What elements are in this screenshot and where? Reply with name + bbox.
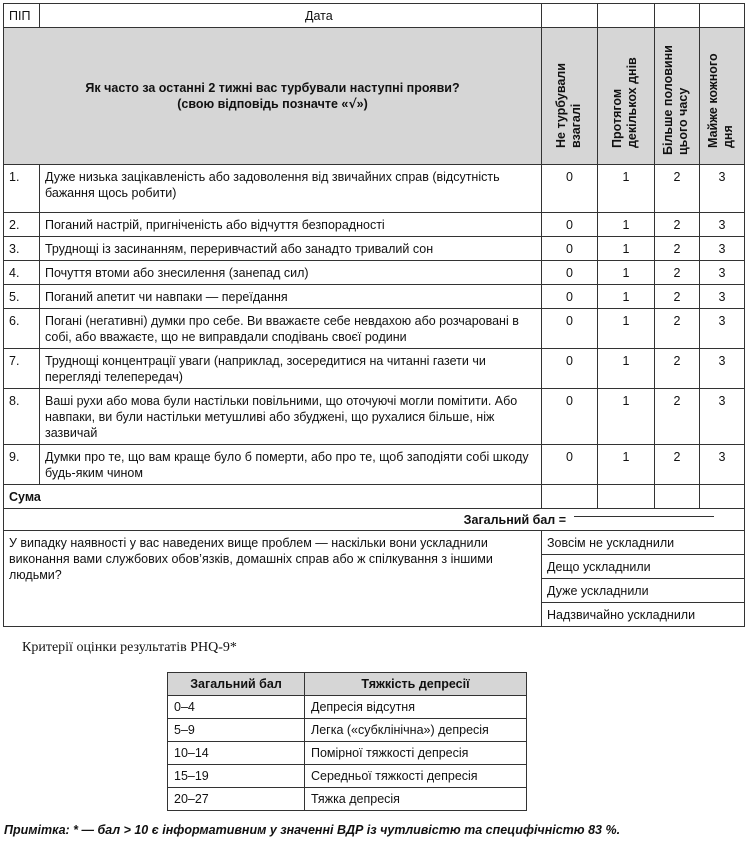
question-header-line2: (свою відповідь позначте «√»)	[177, 96, 368, 111]
col-header-2: Більше половини цього часу	[655, 28, 700, 165]
criteria-severity: Депресія відсутня	[305, 696, 527, 719]
score-option-2[interactable]: 2	[655, 389, 700, 445]
sum-cell-2[interactable]	[655, 485, 700, 509]
sum-cell-3[interactable]	[700, 485, 745, 509]
item-number: 1.	[4, 165, 40, 213]
col-header-0: Не турбували взагалі	[542, 28, 598, 165]
item-number: 5.	[4, 285, 40, 309]
criteria-table	[167, 672, 527, 811]
score-option-3[interactable]: 3	[700, 213, 745, 237]
item-row	[4, 349, 745, 389]
name-label: ПІП	[4, 4, 40, 28]
score-option-2[interactable]: 2	[655, 445, 700, 485]
item-text: Дуже низька зацікавленість або задоволення від звичайних справ (відсутність бажання щось робити)	[40, 165, 542, 213]
score-option-3[interactable]: 3	[700, 285, 745, 309]
criteria-score-range: 15–19	[168, 765, 305, 788]
item-number: 8.	[4, 389, 40, 445]
item-row	[4, 309, 745, 349]
score-option-3[interactable]: 3	[700, 165, 745, 213]
item-text: Труднощі із засинанням, переривчастий або занадто тривалий сон	[40, 237, 542, 261]
item-row	[4, 389, 745, 445]
score-option-1[interactable]: 1	[598, 349, 655, 389]
score-option-0[interactable]: 0	[542, 445, 598, 485]
difficulty-option-0[interactable]: Зовсім не ускладнили	[542, 531, 745, 555]
score-option-2[interactable]: 2	[655, 237, 700, 261]
score-option-0[interactable]: 0	[542, 213, 598, 237]
score-option-1[interactable]: 1	[598, 389, 655, 445]
difficulty-option-2[interactable]: Дуже ускладнили	[542, 579, 745, 603]
score-option-1[interactable]: 1	[598, 309, 655, 349]
score-option-1[interactable]: 1	[598, 261, 655, 285]
score-option-0[interactable]: 0	[542, 237, 598, 261]
tick-mark-icon: √	[348, 96, 357, 111]
criteria-row	[168, 788, 527, 811]
score-option-2[interactable]: 2	[655, 285, 700, 309]
criteria-severity: Помірної тяжкості депресія	[305, 742, 527, 765]
item-number: 3.	[4, 237, 40, 261]
score-option-0[interactable]: 0	[542, 285, 598, 309]
phq9-questionnaire-table	[3, 3, 745, 627]
question-header-line1: Як часто за останні 2 тижні вас турбували наступні прояви?	[85, 81, 460, 95]
sum-cell-0[interactable]	[542, 485, 598, 509]
score-option-3[interactable]: 3	[700, 389, 745, 445]
criteria-score-range: 0–4	[168, 696, 305, 719]
score-option-0[interactable]: 0	[542, 349, 598, 389]
item-row	[4, 285, 745, 309]
item-row	[4, 165, 745, 213]
difficulty-question: У випадку наявності у вас наведених вище проблем — наскільки вони ускладнили виконання вами службових обов’язків, домашніх справ або ж спілкування з іншими людьми?	[4, 531, 542, 627]
total-score-row	[4, 509, 745, 531]
score-option-3[interactable]: 3	[700, 261, 745, 285]
item-text: Поганий настрій, пригніченість або відчуття безпорадності	[40, 213, 542, 237]
sum-cell-1[interactable]	[598, 485, 655, 509]
criteria-header-severity: Тяжкість депресії	[305, 673, 527, 696]
score-option-3[interactable]: 3	[700, 349, 745, 389]
score-option-0[interactable]: 0	[542, 309, 598, 349]
criteria-row	[168, 765, 527, 788]
score-option-3[interactable]: 3	[700, 237, 745, 261]
score-option-0[interactable]: 0	[542, 389, 598, 445]
score-option-1[interactable]: 1	[598, 213, 655, 237]
item-row	[4, 261, 745, 285]
footnote: Примітка: * — бал > 10 є інформативним у значенні ВДР із чутливістю та специфічністю 83 %.	[4, 823, 621, 837]
score-option-3[interactable]: 3	[700, 445, 745, 485]
question-header	[4, 28, 542, 165]
criteria-row	[168, 696, 527, 719]
item-text: Думки про те, що вам краще було б померти, або про те, щоб заподіяти собі шкоду будь-яким чином	[40, 445, 542, 485]
item-number: 2.	[4, 213, 40, 237]
difficulty-option-1[interactable]: Дещо ускладнили	[542, 555, 745, 579]
item-text: Погані (негативні) думки про себе. Ви вважаєте себе невдахою або розчаровані в собі, або вважаєте, що не виправдали сподівань своєї родини	[40, 309, 542, 349]
total-score-field[interactable]	[574, 516, 714, 517]
item-number: 6.	[4, 309, 40, 349]
score-option-1[interactable]: 1	[598, 285, 655, 309]
difficulty-option-3[interactable]: Надзвичайно ускладнили	[542, 603, 745, 627]
criteria-severity: Тяжка депресія	[305, 788, 527, 811]
criteria-score-range: 20–27	[168, 788, 305, 811]
item-row	[4, 237, 745, 261]
col-header-1: Протягом декількох днів	[598, 28, 655, 165]
score-option-3[interactable]: 3	[700, 309, 745, 349]
item-number: 4.	[4, 261, 40, 285]
col-header-3: Майже кожного дня	[700, 28, 745, 165]
item-text: Поганий апетит чи навпаки — переїдання	[40, 285, 542, 309]
item-text: Ваші рухи або мова були настільки повільними, що оточуючі могли помітити. Або навпаки, ви були настільки метушливі або збуджені, що рухалися більше, ніж зазвичай	[40, 389, 542, 445]
score-option-1[interactable]: 1	[598, 445, 655, 485]
item-row	[4, 213, 745, 237]
score-option-1[interactable]: 1	[598, 165, 655, 213]
score-option-2[interactable]: 2	[655, 213, 700, 237]
item-number: 9.	[4, 445, 40, 485]
criteria-title: Критерії оцінки результатів PHQ-9*	[22, 640, 237, 655]
score-option-2[interactable]: 2	[655, 261, 700, 285]
score-option-2[interactable]: 2	[655, 349, 700, 389]
criteria-score-range: 5–9	[168, 719, 305, 742]
item-number: 7.	[4, 349, 40, 389]
criteria-severity: Легка («субклінічна») депресія	[305, 719, 527, 742]
score-option-2[interactable]: 2	[655, 165, 700, 213]
criteria-severity: Середньої тяжкості депресія	[305, 765, 527, 788]
criteria-header-score: Загальний бал	[168, 673, 305, 696]
item-text: Почуття втоми або знесилення (занепад сил)	[40, 261, 542, 285]
score-option-2[interactable]: 2	[655, 309, 700, 349]
date-label: Дата	[40, 4, 542, 28]
item-text: Труднощі концентрації уваги (наприклад, зосередитися на читанні газети чи перегляді телепередач)	[40, 349, 542, 389]
criteria-row	[168, 742, 527, 765]
score-option-1[interactable]: 1	[598, 237, 655, 261]
total-score-label: Загальний бал =	[463, 512, 566, 527]
criteria-row	[168, 719, 527, 742]
criteria-score-range: 10–14	[168, 742, 305, 765]
score-option-0[interactable]: 0	[542, 261, 598, 285]
item-row	[4, 445, 745, 485]
sum-label: Сума	[4, 485, 542, 509]
score-option-0[interactable]: 0	[542, 165, 598, 213]
